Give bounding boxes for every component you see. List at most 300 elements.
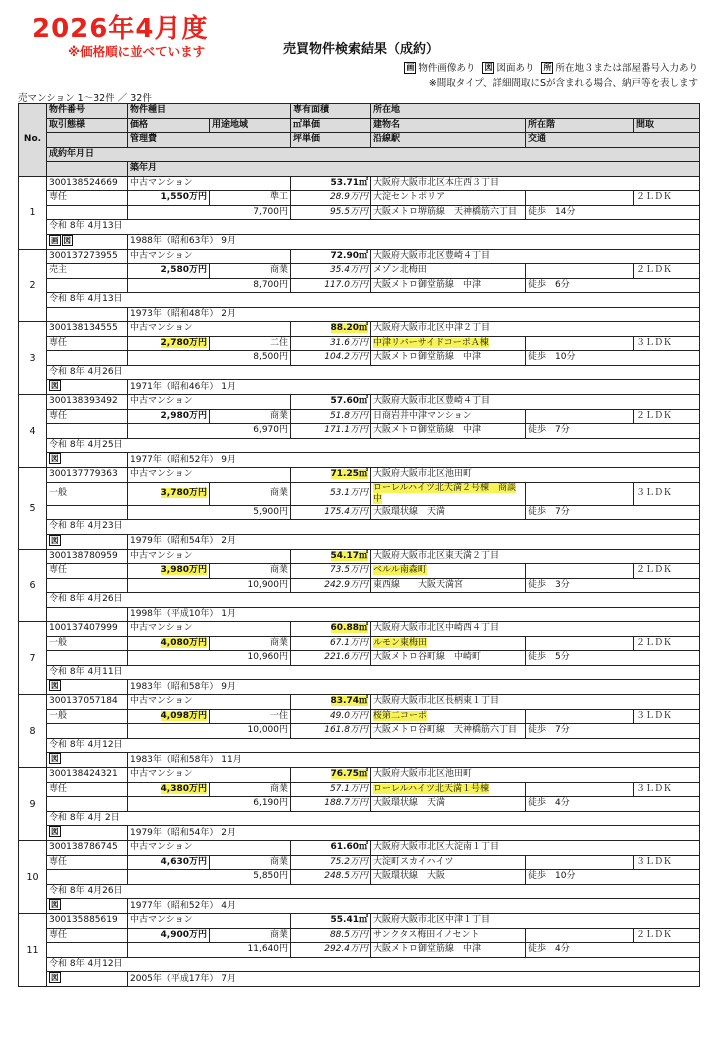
property-id: 300138786745 xyxy=(47,841,128,856)
contract-date: 令和 8年 4月23日 xyxy=(47,520,700,535)
access: 徒歩 4分 xyxy=(526,943,700,958)
access: 徒歩 5分 xyxy=(526,651,700,666)
layout: ２ＬＤＫ xyxy=(634,564,700,579)
table-row[interactable] xyxy=(19,505,700,520)
price-value: 4,630万円 xyxy=(160,856,207,867)
icon-cell xyxy=(47,753,128,768)
train-line: 大阪環状線 大阪 xyxy=(371,870,526,885)
area-value: 55.41㎡ xyxy=(330,915,368,926)
table-row[interactable] xyxy=(19,665,700,680)
building-name: 大淀町スカイハイツ xyxy=(373,856,454,867)
table-row[interactable] xyxy=(19,841,700,856)
table-row[interactable] xyxy=(19,870,700,885)
contract-date: 令和 8年 4月26日 xyxy=(47,593,700,608)
row-number: 11 xyxy=(19,914,47,987)
table-row[interactable] xyxy=(19,943,700,958)
tsubo-price: 242.9万円 xyxy=(291,578,371,593)
table-row[interactable] xyxy=(19,826,700,841)
property-type: 中古マンション xyxy=(128,549,291,564)
table-row[interactable] xyxy=(19,899,700,914)
building-name: ローレルハイツ北天満２号棟 商談中 xyxy=(373,482,516,504)
tsubo-price: 104.2万円 xyxy=(291,351,371,366)
tsubo-price: 161.8万円 xyxy=(291,724,371,739)
price-value: 3,980万円 xyxy=(160,565,207,576)
table-row[interactable] xyxy=(19,549,700,564)
row-number: 6 xyxy=(19,549,47,622)
plan-icon: 図 xyxy=(51,827,59,836)
table-row[interactable] xyxy=(19,564,700,579)
table-header xyxy=(19,104,700,177)
property-type: 中古マンション xyxy=(128,695,291,710)
address: 大阪府大阪市北区池田町 xyxy=(371,768,700,783)
table-row[interactable] xyxy=(19,278,700,293)
header-tsubo-price: 坪単価 xyxy=(291,133,371,148)
built-date: 1979年（昭和54年） 2月 xyxy=(128,826,700,841)
building-name: ローレルハイツ北天満１号棟 xyxy=(373,783,489,794)
header-no: No. xyxy=(19,104,47,177)
zoning: 二住 xyxy=(210,336,291,351)
photo-icon: 画 xyxy=(51,235,59,245)
management-fee: 10,900円 xyxy=(128,578,291,593)
train-line: 大阪環状線 天満 xyxy=(371,505,526,520)
tsubo-price: 95.5万円 xyxy=(291,205,371,220)
table-row[interactable] xyxy=(19,651,700,666)
icon-cell xyxy=(47,680,128,695)
unit-price: 35.4万円 xyxy=(291,264,371,279)
access: 徒歩 10分 xyxy=(526,870,700,885)
management-fee: 6,190円 xyxy=(128,797,291,812)
property-id: 300137273955 xyxy=(47,249,128,264)
trade-mode: 専任 xyxy=(47,855,128,870)
access: 徒歩 10分 xyxy=(526,351,700,366)
management-fee: 8,700円 xyxy=(128,278,291,293)
train-line: 大阪環状線 天満 xyxy=(371,797,526,812)
access: 徒歩 7分 xyxy=(526,724,700,739)
table-row[interactable] xyxy=(19,351,700,366)
header-layout: 間取 xyxy=(634,118,700,133)
header-area: 専有面積 xyxy=(291,104,371,119)
building-name: 大淀セントポリア xyxy=(373,192,446,203)
table-row[interactable] xyxy=(19,680,700,695)
zoning: 商業 xyxy=(210,264,291,279)
built-date: 1971年（昭和46年） 1月 xyxy=(128,380,700,395)
plan-icon: 図 xyxy=(484,63,493,72)
area-value: 88.20㎡ xyxy=(330,323,368,334)
table-row[interactable] xyxy=(19,578,700,593)
table-row[interactable] xyxy=(19,957,700,972)
layout: ３ＬＤＫ xyxy=(634,336,700,351)
property-type: 中古マンション xyxy=(128,322,291,337)
management-fee: 8,500円 xyxy=(128,351,291,366)
header-fee: 管理費 xyxy=(128,133,291,148)
address: 大阪府大阪市北区中津１丁目 xyxy=(371,914,700,929)
row-number: 3 xyxy=(19,322,47,395)
table-row[interactable] xyxy=(19,607,700,622)
floor xyxy=(526,564,634,579)
floor xyxy=(526,782,634,797)
floor xyxy=(526,709,634,724)
trade-mode: 専任 xyxy=(47,782,128,797)
legend-address: 所在地３または部屋番号入力あり xyxy=(555,63,698,74)
property-type: 中古マンション xyxy=(128,914,291,929)
table-row[interactable] xyxy=(19,928,700,943)
train-line: 大阪メトロ堺筋線 天神橋筋六丁目 xyxy=(371,205,526,220)
property-type: 中古マンション xyxy=(128,841,291,856)
table-row[interactable] xyxy=(19,220,700,235)
area-value: 57.60㎡ xyxy=(330,396,368,407)
floor xyxy=(526,264,634,279)
access: 徒歩 4分 xyxy=(526,797,700,812)
header-price: 価格 xyxy=(128,118,210,133)
contract-date: 令和 8年 4月12日 xyxy=(47,957,700,972)
trade-mode: 専任 xyxy=(47,928,128,943)
area-value: 76.75㎡ xyxy=(330,769,368,780)
price-value: 4,900万円 xyxy=(160,929,207,940)
property-id: 300138424321 xyxy=(47,768,128,783)
building-name: サンクタス梅田イノセント xyxy=(373,929,480,940)
train-line: 東西線 大阪天満宮 xyxy=(371,578,526,593)
header-line: 沿線駅 xyxy=(371,133,526,148)
trade-mode: 専任 xyxy=(47,409,128,424)
price-value: 3,780万円 xyxy=(160,488,207,498)
train-line: 大阪メトロ御堂筋線 中津 xyxy=(371,351,526,366)
table-row[interactable] xyxy=(19,380,700,395)
table-row[interactable] xyxy=(19,622,700,637)
tsubo-price: 221.6万円 xyxy=(291,651,371,666)
trade-mode: 専任 xyxy=(47,564,128,579)
icon-cell xyxy=(47,972,128,987)
header-building: 建物名 xyxy=(371,118,526,133)
address-icon: 所 xyxy=(543,63,552,72)
icon-cell xyxy=(47,380,128,395)
row-number: 4 xyxy=(19,395,47,468)
blank-cell xyxy=(47,351,128,366)
area-value: 71.25㎡ xyxy=(330,469,368,480)
table-row[interactable] xyxy=(19,914,700,929)
tsubo-price: 248.5万円 xyxy=(291,870,371,885)
train-line: 大阪メトロ御堂筋線 中津 xyxy=(371,278,526,293)
table-row[interactable] xyxy=(19,593,700,608)
price-value: 4,098万円 xyxy=(160,710,207,721)
header-floor: 所在階 xyxy=(526,118,634,133)
header-address: 所在地 xyxy=(371,104,700,119)
legend-icons xyxy=(400,60,698,74)
table-row[interactable] xyxy=(19,636,700,651)
floor xyxy=(526,855,634,870)
contract-date: 令和 8年 4月11日 xyxy=(47,665,700,680)
price-value: 2,780万円 xyxy=(160,337,207,348)
header-blank xyxy=(47,162,128,177)
table-row[interactable] xyxy=(19,191,700,206)
plan-icon: 図 xyxy=(51,454,59,463)
built-date: 2005年（平成17年） 7月 xyxy=(128,972,700,987)
table-body xyxy=(19,176,700,987)
unit-price: 51.8万円 xyxy=(291,409,371,424)
floor xyxy=(526,482,634,505)
built-date: 1979年（昭和54年） 2月 xyxy=(128,534,700,549)
floor xyxy=(526,191,634,206)
layout: ２ＬＤＫ xyxy=(634,928,700,943)
photo-icon: 画 xyxy=(406,63,415,72)
tsubo-price: 292.4万円 xyxy=(291,943,371,958)
building-name: ベルル南森町 xyxy=(373,565,427,576)
blank-cell xyxy=(47,724,128,739)
table-row[interactable] xyxy=(19,336,700,351)
row-number: 5 xyxy=(19,468,47,550)
zoning: 商業 xyxy=(210,855,291,870)
unit-price: 49.0万円 xyxy=(291,709,371,724)
blank-cell xyxy=(47,943,128,958)
header-mode: 取引態様 xyxy=(47,118,128,133)
access: 徒歩 6分 xyxy=(526,278,700,293)
layout: ２ＬＤＫ xyxy=(634,636,700,651)
plan-icon: 図 xyxy=(51,681,59,690)
address: 大阪府大阪市北区中崎西４丁目 xyxy=(371,622,700,637)
access: 徒歩 3分 xyxy=(526,578,700,593)
area-value: 53.71㎡ xyxy=(330,177,368,188)
area-value: 61.60㎡ xyxy=(330,842,368,853)
table-row[interactable] xyxy=(19,695,700,710)
train-line: 大阪メトロ御堂筋線 中津 xyxy=(371,943,526,958)
table-row[interactable] xyxy=(19,322,700,337)
table-row[interactable] xyxy=(19,264,700,279)
management-fee: 7,700円 xyxy=(128,205,291,220)
address: 大阪府大阪市北区東天満２丁目 xyxy=(371,549,700,564)
table-row[interactable] xyxy=(19,855,700,870)
blank-cell xyxy=(47,505,128,520)
floor xyxy=(526,409,634,424)
table-row[interactable] xyxy=(19,972,700,987)
row-number: 7 xyxy=(19,622,47,695)
result-count: 売マンション 1～32件 ／ 32件 xyxy=(18,93,152,104)
management-fee: 10,960円 xyxy=(128,651,291,666)
management-fee: 6,970円 xyxy=(128,424,291,439)
table-row[interactable] xyxy=(19,482,700,505)
address: 大阪府大阪市北区長柄東１丁目 xyxy=(371,695,700,710)
contract-date: 令和 8年 4月 2日 xyxy=(47,811,700,826)
table-row[interactable] xyxy=(19,395,700,410)
plan-icon: 図 xyxy=(51,381,59,390)
layout: ２ＬＤＫ xyxy=(634,191,700,206)
table-row[interactable] xyxy=(19,205,700,220)
icon-cell xyxy=(47,453,128,468)
price-value: 2,980万円 xyxy=(160,410,207,421)
header-unit-price: ㎡単価 xyxy=(291,118,371,133)
tsubo-price: 188.7万円 xyxy=(291,797,371,812)
trade-mode: 専任 xyxy=(47,336,128,351)
built-date: 1983年（昭和58年） 9月 xyxy=(128,680,700,695)
built-date: 1983年（昭和58年） 11月 xyxy=(128,753,700,768)
table-row[interactable] xyxy=(19,797,700,812)
results-table-wrap xyxy=(18,103,700,987)
unit-price: 73.5万円 xyxy=(291,564,371,579)
zoning: 商業 xyxy=(210,564,291,579)
header-date: 成約年月日 xyxy=(47,147,700,162)
access: 徒歩 7分 xyxy=(526,505,700,520)
property-type: 中古マンション xyxy=(128,622,291,637)
trade-mode: 一般 xyxy=(47,709,128,724)
table-row[interactable] xyxy=(19,520,700,535)
header-access: 交通 xyxy=(526,133,700,148)
property-type: 中古マンション xyxy=(128,395,291,410)
management-fee: 10,000円 xyxy=(128,724,291,739)
page-title: 売買物件検索結果（成約） xyxy=(283,42,440,57)
layout: ３ＬＤＫ xyxy=(634,782,700,797)
table-row[interactable] xyxy=(19,753,700,768)
legend-plan: 図面あり xyxy=(496,63,535,74)
train-line: 大阪メトロ御堂筋線 中津 xyxy=(371,424,526,439)
property-id: 300137779363 xyxy=(47,468,128,483)
row-number: 8 xyxy=(19,695,47,768)
unit-price: 31.6万円 xyxy=(291,336,371,351)
area-value: 54.17㎡ xyxy=(330,550,368,561)
icon-cell xyxy=(47,234,128,249)
floor xyxy=(526,928,634,943)
icon-cell xyxy=(47,899,128,914)
address: 大阪府大阪市北区中津２丁目 xyxy=(371,322,700,337)
header-type: 物件種目 xyxy=(128,104,291,119)
table-row[interactable] xyxy=(19,534,700,549)
row-number: 2 xyxy=(19,249,47,322)
tsubo-price: 175.4万円 xyxy=(291,505,371,520)
price-value: 4,380万円 xyxy=(160,783,207,794)
contract-date: 令和 8年 4月25日 xyxy=(47,438,700,453)
icon-cell xyxy=(47,307,128,322)
header-built: 築年月 xyxy=(128,162,700,177)
trade-mode: 売主 xyxy=(47,264,128,279)
area-value: 72.90㎡ xyxy=(330,250,368,261)
plan-icon: 図 xyxy=(51,973,59,982)
row-number: 9 xyxy=(19,768,47,841)
zoning: 商業 xyxy=(210,482,291,505)
table-row[interactable] xyxy=(19,176,700,191)
table-row[interactable] xyxy=(19,249,700,264)
address: 大阪府大阪市北区大淀南１丁目 xyxy=(371,841,700,856)
icon-cell xyxy=(47,826,128,841)
property-id: 300138134555 xyxy=(47,322,128,337)
table-row[interactable] xyxy=(19,424,700,439)
unit-price: 53.1万円 xyxy=(291,482,371,505)
table-row[interactable] xyxy=(19,709,700,724)
table-row[interactable] xyxy=(19,365,700,380)
table-row[interactable] xyxy=(19,293,700,308)
property-type: 中古マンション xyxy=(128,768,291,783)
table-row[interactable] xyxy=(19,782,700,797)
plan-icon: 図 xyxy=(51,535,59,545)
contract-date: 令和 8年 4月26日 xyxy=(47,884,700,899)
floor xyxy=(526,336,634,351)
property-type: 中古マンション xyxy=(128,249,291,264)
property-id: 300138524669 xyxy=(47,176,128,191)
row-number: 1 xyxy=(19,176,47,249)
zoning: 商業 xyxy=(210,636,291,651)
address: 大阪府大阪市北区豊崎４丁目 xyxy=(371,395,700,410)
building-name: 桜第二コーポ xyxy=(373,710,428,721)
price-value: 1,550万円 xyxy=(160,192,207,203)
table-row[interactable] xyxy=(19,453,700,468)
zoning: 商業 xyxy=(210,409,291,424)
layout: ２ＬＤＫ xyxy=(634,409,700,424)
table-row[interactable] xyxy=(19,738,700,753)
blank-cell xyxy=(47,424,128,439)
contract-date: 令和 8年 4月13日 xyxy=(47,220,700,235)
results-table xyxy=(18,103,700,987)
table-row[interactable] xyxy=(19,438,700,453)
blank-cell xyxy=(47,278,128,293)
unit-price: 67.1万円 xyxy=(291,636,371,651)
tsubo-price: 171.1万円 xyxy=(291,424,371,439)
table-row[interactable] xyxy=(19,234,700,249)
legend-note: ※間取タイプ、詳細間取にSが含まれる場合、納戸等を表します xyxy=(428,78,698,89)
layout: ３ＬＤＫ xyxy=(634,709,700,724)
table-row[interactable] xyxy=(19,724,700,739)
train-line: 大阪メトロ谷町線 中崎町 xyxy=(371,651,526,666)
property-type: 中古マンション xyxy=(128,468,291,483)
area-value: 83.74㎡ xyxy=(330,696,368,707)
blank-cell xyxy=(47,205,128,220)
contract-date: 令和 8年 4月26日 xyxy=(47,365,700,380)
train-line: 大阪メトロ谷町線 天神橋筋六丁目 xyxy=(371,724,526,739)
built-date: 1977年（昭和52年） 9月 xyxy=(128,453,700,468)
access: 徒歩 14分 xyxy=(526,205,700,220)
legend-photo: 物件画像あり xyxy=(418,63,476,74)
trade-mode: 専任 xyxy=(47,191,128,206)
contract-date: 令和 8年 4月12日 xyxy=(47,738,700,753)
building-name: メゾン北梅田 xyxy=(373,265,427,276)
property-id: 300135885619 xyxy=(47,914,128,929)
plan-icon: 図 xyxy=(51,900,59,909)
row-number: 10 xyxy=(19,841,47,914)
built-date: 1998年（平成10年） 1月 xyxy=(128,607,700,622)
built-date: 1973年（昭和48年） 2月 xyxy=(128,307,700,322)
handwritten-month-title: 2026年4月度 xyxy=(32,14,209,44)
trade-mode: 一般 xyxy=(47,482,128,505)
blank-cell xyxy=(47,870,128,885)
header-blank xyxy=(47,133,128,148)
plan-icon: 図 xyxy=(51,754,59,763)
management-fee: 5,900円 xyxy=(128,505,291,520)
table-row[interactable] xyxy=(19,811,700,826)
layout: ２ＬＤＫ xyxy=(634,264,700,279)
table-row[interactable] xyxy=(19,768,700,783)
layout: ３ＬＤＫ xyxy=(634,855,700,870)
area-value: 60.88㎡ xyxy=(330,623,368,634)
property-type: 中古マンション xyxy=(128,176,291,191)
table-row[interactable] xyxy=(19,468,700,483)
icon-cell xyxy=(47,607,128,622)
property-id: 300137057184 xyxy=(47,695,128,710)
zoning: 商業 xyxy=(210,928,291,943)
trade-mode: 一般 xyxy=(47,636,128,651)
table-row[interactable] xyxy=(19,307,700,322)
contract-date: 令和 8年 4月13日 xyxy=(47,293,700,308)
blank-cell xyxy=(47,578,128,593)
table-row[interactable] xyxy=(19,409,700,424)
table-row[interactable] xyxy=(19,884,700,899)
floor xyxy=(526,636,634,651)
unit-price: 75.2万円 xyxy=(291,855,371,870)
plan-icon: 図 xyxy=(63,235,71,245)
property-id: 100137407999 xyxy=(47,622,128,637)
building-name: ルモン東梅田 xyxy=(373,637,428,648)
management-fee: 5,850円 xyxy=(128,870,291,885)
icon-cell xyxy=(47,534,128,549)
unit-price: 88.5万円 xyxy=(291,928,371,943)
header-id: 物件番号 xyxy=(47,104,128,119)
price-value: 2,580万円 xyxy=(160,265,207,276)
zoning: 準工 xyxy=(210,191,291,206)
price-value: 4,080万円 xyxy=(160,637,207,648)
